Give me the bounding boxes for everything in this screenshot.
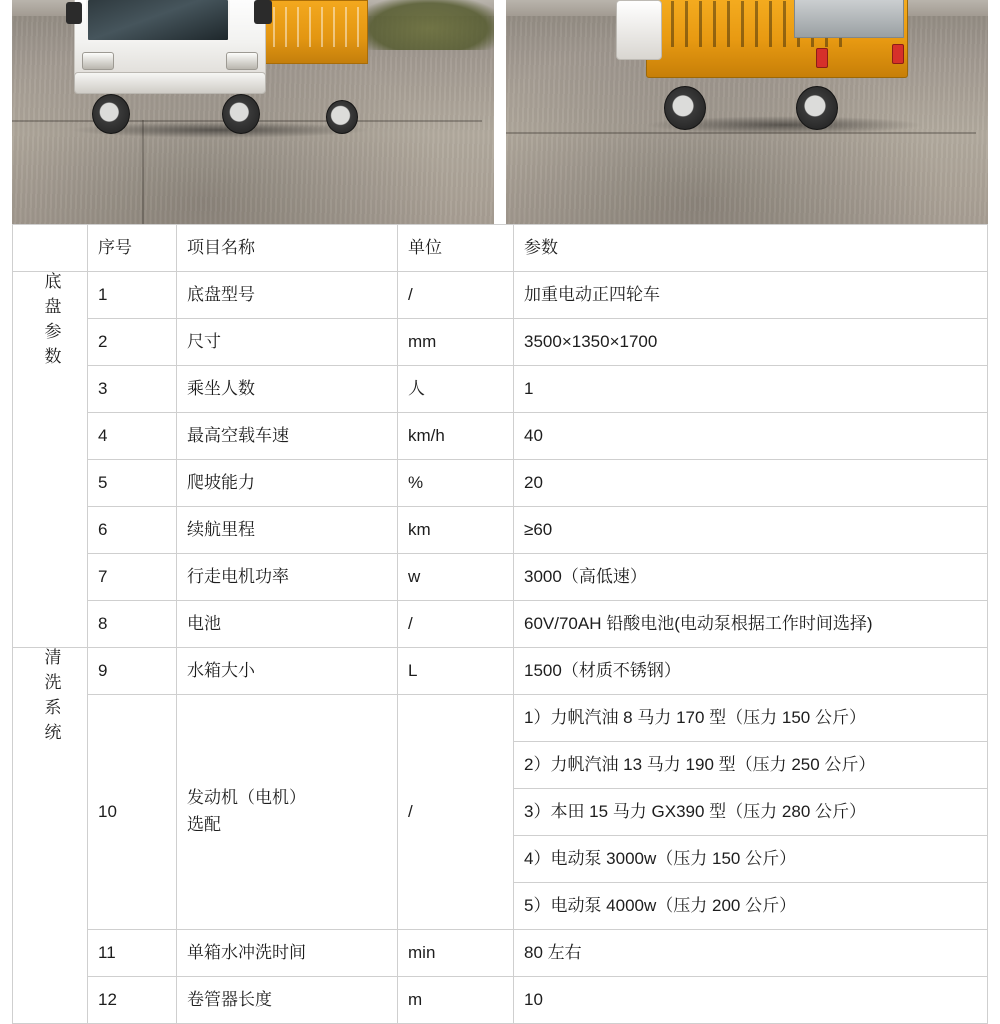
row-param: 3000（高低速） (514, 554, 988, 601)
row-unit: 人 (398, 366, 514, 413)
row-param: 加重电动正四轮车 (514, 272, 988, 319)
engine-option: 1）力帆汽油 8 马力 170 型（压力 150 公斤） (514, 695, 988, 742)
group-label-chassis: 底盘参数 (13, 272, 88, 648)
row-unit: / (398, 272, 514, 319)
engine-label-line1: 发动机（电机） (187, 788, 306, 808)
product-photo-strip (0, 0, 1000, 224)
row-param: 60V/70AH 铅酸电池(电动泵根据工作时间选择) (514, 601, 988, 648)
row-param: 1500（材质不锈钢） (514, 648, 988, 695)
row-item: 最高空载车速 (177, 413, 398, 460)
row-no: 7 (88, 554, 177, 601)
row-item: 单箱水冲洗时间 (177, 930, 398, 977)
truck-windshield (86, 0, 230, 42)
truck-taillight (892, 44, 904, 64)
row-no: 6 (88, 507, 177, 554)
row-unit: mm (398, 319, 514, 366)
group-label-washing-system: 清洗系统 (13, 648, 88, 1024)
truck-bumper (74, 72, 266, 94)
table-row (13, 554, 988, 601)
row-no: 8 (88, 601, 177, 648)
row-unit: w (398, 554, 514, 601)
table-row (13, 413, 988, 460)
row-item: 乘坐人数 (177, 366, 398, 413)
row-param: 10 (514, 977, 988, 1024)
header-parameter: 参数 (514, 225, 988, 272)
row-no: 1 (88, 272, 177, 319)
table-row (13, 366, 988, 413)
truck-mirror-left (66, 2, 82, 24)
truck-wheel (92, 94, 130, 134)
table-row (13, 648, 988, 695)
row-no: 11 (88, 930, 177, 977)
row-param: ≥60 (514, 507, 988, 554)
row-param: 80 左右 (514, 930, 988, 977)
row-item: 水箱大小 (177, 648, 398, 695)
truck-water-tank (794, 0, 904, 38)
row-unit: / (398, 695, 514, 930)
row-unit: L (398, 648, 514, 695)
truck-mirror-right (254, 0, 272, 24)
row-param: 1 (514, 366, 988, 413)
truck-headlight-right (226, 52, 258, 70)
table-row (13, 930, 988, 977)
row-unit: km/h (398, 413, 514, 460)
row-param: 20 (514, 460, 988, 507)
engine-label-line2: 选配 (187, 815, 221, 834)
header-group (13, 225, 88, 272)
table-body (13, 272, 988, 1024)
row-item: 尺寸 (177, 319, 398, 366)
truck-rear-illustration (616, 0, 956, 132)
table-row (13, 319, 988, 366)
row-no: 10 (88, 695, 177, 930)
row-no: 5 (88, 460, 177, 507)
header-no: 序号 (88, 225, 177, 272)
truck-wheel (664, 86, 706, 130)
product-photo-front (12, 0, 494, 224)
engine-option: 4）电动泵 3000w（压力 150 公斤） (514, 836, 988, 883)
row-item-engine (177, 695, 398, 930)
row-unit: % (398, 460, 514, 507)
truck-front-illustration (30, 0, 360, 134)
truck-cargo-bed (256, 0, 368, 64)
grass-patch (354, 0, 494, 50)
row-no: 3 (88, 366, 177, 413)
row-no: 9 (88, 648, 177, 695)
row-no: 4 (88, 413, 177, 460)
truck-taillight (816, 48, 828, 68)
row-item: 续航里程 (177, 507, 398, 554)
table-header-row (13, 225, 988, 272)
header-unit: 单位 (398, 225, 514, 272)
row-no: 12 (88, 977, 177, 1024)
row-item: 行走电机功率 (177, 554, 398, 601)
row-no: 2 (88, 319, 177, 366)
truck-headlight-left (82, 52, 114, 70)
table-row (13, 695, 988, 742)
row-param: 3500×1350×1700 (514, 319, 988, 366)
row-unit: m (398, 977, 514, 1024)
row-unit: min (398, 930, 514, 977)
row-item: 电池 (177, 601, 398, 648)
table-row (13, 272, 988, 319)
table-row (13, 977, 988, 1024)
row-param: 40 (514, 413, 988, 460)
engine-option: 3）本田 15 马力 GX390 型（压力 280 公斤） (514, 789, 988, 836)
truck-wheel (796, 86, 838, 130)
row-item: 底盘型号 (177, 272, 398, 319)
truck-wheel (326, 100, 358, 134)
header-item-name: 项目名称 (177, 225, 398, 272)
spec-table-container (0, 224, 1000, 1024)
specification-table (12, 224, 988, 1024)
table-row (13, 601, 988, 648)
engine-option: 2）力帆汽油 13 马力 190 型（压力 250 公斤） (514, 742, 988, 789)
row-unit: km (398, 507, 514, 554)
row-item: 卷管器长度 (177, 977, 398, 1024)
truck-cab (616, 0, 662, 60)
table-header (13, 225, 988, 272)
product-photo-rear (506, 0, 988, 224)
row-item: 爬坡能力 (177, 460, 398, 507)
table-row (13, 507, 988, 554)
engine-option: 5）电动泵 4000w（压力 200 公斤） (514, 883, 988, 930)
truck-wheel (222, 94, 260, 134)
row-unit: / (398, 601, 514, 648)
table-row (13, 460, 988, 507)
